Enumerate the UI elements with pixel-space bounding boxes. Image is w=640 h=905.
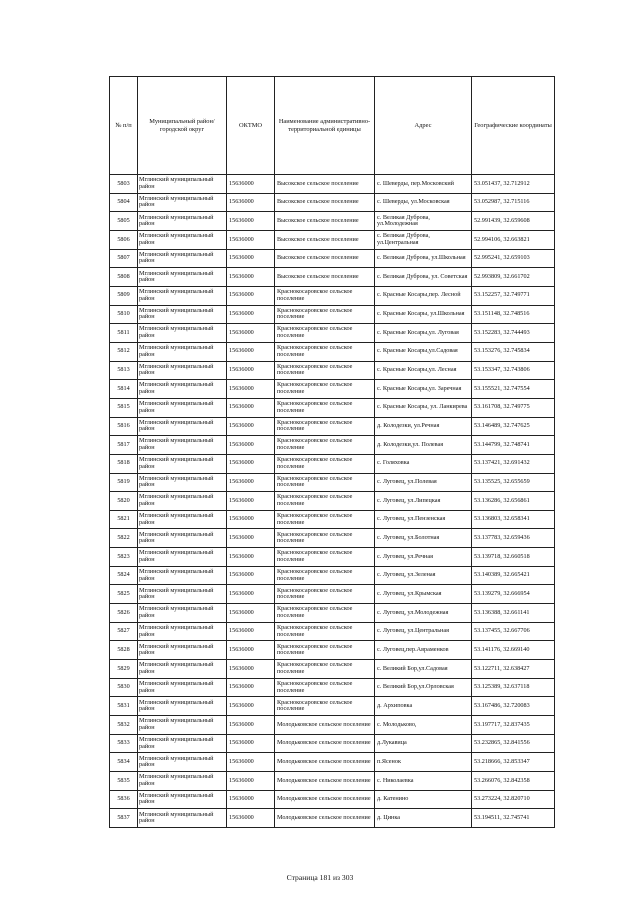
cell-number: 5809 <box>110 286 138 305</box>
cell-oktmo: 15636000 <box>227 641 275 660</box>
cell-coordinates: 53.137421, 32.691432 <box>472 454 555 473</box>
cell-oktmo: 15636000 <box>227 454 275 473</box>
cell-oktmo: 15636000 <box>227 585 275 604</box>
cell-unit-name: Молодьковское сельское поселение <box>275 772 375 791</box>
cell-unit-name: Молодьковское сельское поселение <box>275 734 375 753</box>
cell-unit-name: Краснокосаровское сельское поселение <box>275 286 375 305</box>
cell-number: 5820 <box>110 492 138 511</box>
page-number: Страница 181 из 303 <box>286 873 354 882</box>
cell-oktmo: 15636000 <box>227 305 275 324</box>
table-row <box>110 697 555 716</box>
cell-coordinates: 53.122711, 32.638427 <box>472 660 555 679</box>
cell-address: с. Шеверды, пер.Московский <box>375 175 472 194</box>
cell-municipality: Мглинский муниципальный район <box>138 175 227 194</box>
cell-unit-name: Высокское сельское поселение <box>275 230 375 249</box>
header-unit-name: Наименование административно-территориальной единицы <box>275 77 375 175</box>
cell-coordinates: 53.140389, 32.665421 <box>472 566 555 585</box>
cell-coordinates: 53.266076, 32.842358 <box>472 772 555 791</box>
cell-oktmo: 15636000 <box>227 380 275 399</box>
table-row <box>110 436 555 455</box>
cell-address: д.Лукавица <box>375 734 472 753</box>
cell-coordinates: 53.146489, 32.747625 <box>472 417 555 436</box>
cell-address: с. Луговец, ул.Зеленая <box>375 566 472 585</box>
cell-address: с. Красные Косары, ул. Ланкирева <box>375 398 472 417</box>
cell-number: 5821 <box>110 510 138 529</box>
header-municipality: Муниципальный район/городской округ <box>138 77 227 175</box>
cell-oktmo: 15636000 <box>227 212 275 231</box>
cell-number: 5814 <box>110 380 138 399</box>
cell-unit-name: Краснокосаровское сельское поселение <box>275 585 375 604</box>
cell-municipality: Мглинский муниципальный район <box>138 641 227 660</box>
cell-unit-name: Краснокосаровское сельское поселение <box>275 641 375 660</box>
table-row <box>110 361 555 380</box>
cell-coordinates: 53.153347, 32.743806 <box>472 361 555 380</box>
cell-oktmo: 15636000 <box>227 492 275 511</box>
cell-unit-name: Молодьковское сельское поселение <box>275 716 375 735</box>
table-body <box>110 175 555 828</box>
cell-coordinates: 53.136286, 32.656861 <box>472 492 555 511</box>
cell-address: с. Красные Косары,пер. Лесной <box>375 286 472 305</box>
cell-coordinates: 53.137455, 32.667706 <box>472 622 555 641</box>
table-row <box>110 772 555 791</box>
cell-oktmo: 15636000 <box>227 324 275 343</box>
cell-coordinates: 53.161708, 32.749775 <box>472 398 555 417</box>
cell-municipality: Мглинский муниципальный район <box>138 492 227 511</box>
cell-number: 5829 <box>110 660 138 679</box>
table-row <box>110 305 555 324</box>
cell-municipality: Мглинский муниципальный район <box>138 454 227 473</box>
cell-number: 5823 <box>110 548 138 567</box>
cell-unit-name: Краснокосаровское сельское поселение <box>275 697 375 716</box>
cell-oktmo: 15636000 <box>227 175 275 194</box>
header-num: № п/п <box>110 77 138 175</box>
cell-unit-name: Краснокосаровское сельское поселение <box>275 380 375 399</box>
cell-number: 5813 <box>110 361 138 380</box>
cell-number: 5807 <box>110 249 138 268</box>
cell-number: 5805 <box>110 212 138 231</box>
cell-number: 5806 <box>110 230 138 249</box>
cell-address: с. Молодьково, <box>375 716 472 735</box>
cell-unit-name: Краснокосаровское сельское поселение <box>275 622 375 641</box>
cell-municipality: Мглинский муниципальный район <box>138 678 227 697</box>
cell-address: д. Колодезки, ул.Речная <box>375 417 472 436</box>
table-row <box>110 286 555 305</box>
table-row <box>110 585 555 604</box>
cell-municipality: Мглинский муниципальный район <box>138 193 227 212</box>
cell-unit-name: Высокское сельское поселение <box>275 268 375 287</box>
cell-number: 5815 <box>110 398 138 417</box>
cell-address: с. Великая Дуброва, ул.Центральная <box>375 230 472 249</box>
cell-oktmo: 15636000 <box>227 604 275 623</box>
cell-coordinates: 53.152283, 32.744493 <box>472 324 555 343</box>
table-row <box>110 230 555 249</box>
cell-coordinates: 53.139718, 32.660518 <box>472 548 555 567</box>
cell-municipality: Мглинский муниципальный район <box>138 697 227 716</box>
cell-municipality: Мглинский муниципальный район <box>138 212 227 231</box>
cell-number: 5824 <box>110 566 138 585</box>
header-oktmo: ОКТМО <box>227 77 275 175</box>
cell-number: 5810 <box>110 305 138 324</box>
cell-municipality: Мглинский муниципальный район <box>138 734 227 753</box>
table-row <box>110 753 555 772</box>
cell-unit-name: Краснокосаровское сельское поселение <box>275 361 375 380</box>
cell-municipality: Мглинский муниципальный район <box>138 380 227 399</box>
cell-number: 5825 <box>110 585 138 604</box>
cell-address: д. Колодезки,ул. Полевая <box>375 436 472 455</box>
cell-coordinates: 52.993809, 32.661702 <box>472 268 555 287</box>
cell-oktmo: 15636000 <box>227 734 275 753</box>
cell-address: с. Великая Дуброва, ул.Школьная <box>375 249 472 268</box>
cell-number: 5803 <box>110 175 138 194</box>
cell-number: 5822 <box>110 529 138 548</box>
cell-oktmo: 15636000 <box>227 398 275 417</box>
cell-coordinates: 52.991439, 32.659608 <box>472 212 555 231</box>
cell-municipality: Мглинский муниципальный район <box>138 436 227 455</box>
table-row <box>110 641 555 660</box>
table-row <box>110 193 555 212</box>
cell-municipality: Мглинский муниципальный район <box>138 790 227 809</box>
cell-unit-name: Краснокосаровское сельское поселение <box>275 566 375 585</box>
cell-oktmo: 15636000 <box>227 716 275 735</box>
table-row <box>110 622 555 641</box>
cell-municipality: Мглинский муниципальный район <box>138 622 227 641</box>
cell-address: с. Великая Дуброва, ул.Молодежная <box>375 212 472 231</box>
cell-number: 5834 <box>110 753 138 772</box>
cell-number: 5812 <box>110 342 138 361</box>
header-coords: Географические координаты <box>472 77 555 175</box>
table-row <box>110 454 555 473</box>
cell-unit-name: Высокское сельское поселение <box>275 249 375 268</box>
cell-municipality: Мглинский муниципальный район <box>138 660 227 679</box>
cell-unit-name: Высокское сельское поселение <box>275 212 375 231</box>
cell-oktmo: 15636000 <box>227 230 275 249</box>
cell-oktmo: 15636000 <box>227 622 275 641</box>
cell-coordinates: 53.152257, 32.749771 <box>472 286 555 305</box>
table-row <box>110 716 555 735</box>
registry-table <box>109 76 555 828</box>
cell-municipality: Мглинский муниципальный район <box>138 809 227 828</box>
cell-address: с. Луговец, ул.Болотная <box>375 529 472 548</box>
cell-municipality: Мглинский муниципальный район <box>138 716 227 735</box>
cell-oktmo: 15636000 <box>227 529 275 548</box>
cell-oktmo: 15636000 <box>227 361 275 380</box>
table-row <box>110 678 555 697</box>
table-row <box>110 380 555 399</box>
cell-oktmo: 15636000 <box>227 249 275 268</box>
cell-unit-name: Молодьковское сельское поселение <box>275 753 375 772</box>
cell-coordinates: 52.995241, 32.659103 <box>472 249 555 268</box>
table-row <box>110 212 555 231</box>
cell-municipality: Мглинский муниципальный район <box>138 753 227 772</box>
cell-unit-name: Краснокосаровское сельское поселение <box>275 548 375 567</box>
table-row <box>110 417 555 436</box>
cell-coordinates: 53.051437, 32.712912 <box>472 175 555 194</box>
table-row <box>110 604 555 623</box>
cell-unit-name: Высокское сельское поселение <box>275 193 375 212</box>
cell-municipality: Мглинский муниципальный район <box>138 305 227 324</box>
cell-number: 5808 <box>110 268 138 287</box>
cell-number: 5826 <box>110 604 138 623</box>
cell-address: с. Красные Косары, ул.Школьная <box>375 305 472 324</box>
cell-unit-name: Краснокосаровское сельское поселение <box>275 678 375 697</box>
cell-address: с. Луговец, ул.Молодежная <box>375 604 472 623</box>
table-row <box>110 324 555 343</box>
table-row <box>110 660 555 679</box>
cell-address: с. Николаевка <box>375 772 472 791</box>
cell-oktmo: 15636000 <box>227 510 275 529</box>
cell-municipality: Мглинский муниципальный район <box>138 342 227 361</box>
table-row <box>110 734 555 753</box>
cell-number: 5831 <box>110 697 138 716</box>
cell-unit-name: Краснокосаровское сельское поселение <box>275 305 375 324</box>
cell-unit-name: Краснокосаровское сельское поселение <box>275 436 375 455</box>
cell-municipality: Мглинский муниципальный район <box>138 585 227 604</box>
cell-municipality: Мглинский муниципальный район <box>138 417 227 436</box>
cell-municipality: Мглинский муниципальный район <box>138 604 227 623</box>
cell-address: с. Великая Дуброва, ул. Советская <box>375 268 472 287</box>
cell-address: с. Луговец,пер.Авраменков <box>375 641 472 660</box>
cell-oktmo: 15636000 <box>227 790 275 809</box>
cell-address: с. Красные Косары,ул. Лесная <box>375 361 472 380</box>
cell-address: с. Красные Косары,ул. Заречная <box>375 380 472 399</box>
cell-oktmo: 15636000 <box>227 286 275 305</box>
cell-address: п.Ясенок <box>375 753 472 772</box>
cell-coordinates: 53.136803, 32.658341 <box>472 510 555 529</box>
cell-coordinates: 53.141176, 32.669140 <box>472 641 555 660</box>
cell-address: с. Шеверды, ул.Московская <box>375 193 472 212</box>
cell-unit-name: Краснокосаровское сельское поселение <box>275 604 375 623</box>
cell-address: с. Луговец, ул.Крымская <box>375 585 472 604</box>
cell-municipality: Мглинский муниципальный район <box>138 529 227 548</box>
cell-unit-name: Краснокосаровское сельское поселение <box>275 510 375 529</box>
cell-address: с. Красные Косары,ул.Садовая <box>375 342 472 361</box>
header-row <box>110 77 555 175</box>
table-row <box>110 809 555 828</box>
cell-coordinates: 53.167486, 32.720083 <box>472 697 555 716</box>
cell-address: с. Луговец, ул.Пензенская <box>375 510 472 529</box>
cell-number: 5828 <box>110 641 138 660</box>
cell-municipality: Мглинский муниципальный район <box>138 566 227 585</box>
cell-unit-name: Краснокосаровское сельское поселение <box>275 342 375 361</box>
cell-municipality: Мглинский муниципальный район <box>138 361 227 380</box>
cell-address: с. Луговец, ул.Липецкая <box>375 492 472 511</box>
cell-number: 5816 <box>110 417 138 436</box>
cell-number: 5833 <box>110 734 138 753</box>
cell-address: д. Архиповка <box>375 697 472 716</box>
cell-unit-name: Краснокосаровское сельское поселение <box>275 529 375 548</box>
cell-number: 5827 <box>110 622 138 641</box>
cell-municipality: Мглинский муниципальный район <box>138 230 227 249</box>
cell-unit-name: Молодьковское сельское поселение <box>275 809 375 828</box>
cell-number: 5817 <box>110 436 138 455</box>
cell-unit-name: Краснокосаровское сельское поселение <box>275 660 375 679</box>
table-row <box>110 510 555 529</box>
cell-municipality: Мглинский муниципальный район <box>138 249 227 268</box>
cell-coordinates: 53.218666, 32.853347 <box>472 753 555 772</box>
cell-coordinates: 53.137783, 32.659436 <box>472 529 555 548</box>
cell-coordinates: 53.155521, 32.747554 <box>472 380 555 399</box>
cell-oktmo: 15636000 <box>227 436 275 455</box>
cell-coordinates: 53.153276, 32.745834 <box>472 342 555 361</box>
table-row <box>110 398 555 417</box>
cell-address: с. Луговец, ул.Полевая <box>375 473 472 492</box>
cell-coordinates: 53.273224, 32.820710 <box>472 790 555 809</box>
cell-oktmo: 15636000 <box>227 660 275 679</box>
cell-coordinates: 53.052987, 32.715116 <box>472 193 555 212</box>
cell-oktmo: 15636000 <box>227 697 275 716</box>
table-row <box>110 175 555 194</box>
table-row <box>110 249 555 268</box>
cell-oktmo: 15636000 <box>227 268 275 287</box>
table-row <box>110 566 555 585</box>
cell-unit-name: Краснокосаровское сельское поселение <box>275 398 375 417</box>
table-row <box>110 342 555 361</box>
cell-address: с. Луговец, ул.Речная <box>375 548 472 567</box>
table-row <box>110 548 555 567</box>
cell-number: 5819 <box>110 473 138 492</box>
cell-number: 5837 <box>110 809 138 828</box>
cell-address: с. Красные Косары,ул. Луговая <box>375 324 472 343</box>
cell-coordinates: 52.994106, 32.663821 <box>472 230 555 249</box>
table-row <box>110 268 555 287</box>
cell-address: д. Катенино <box>375 790 472 809</box>
cell-unit-name: Краснокосаровское сельское поселение <box>275 417 375 436</box>
cell-number: 5804 <box>110 193 138 212</box>
cell-municipality: Мглинский муниципальный район <box>138 286 227 305</box>
cell-address: д. Цинка <box>375 809 472 828</box>
cell-number: 5835 <box>110 772 138 791</box>
cell-coordinates: 53.232865, 32.841556 <box>472 734 555 753</box>
cell-address: с. Луговец, ул.Центральная <box>375 622 472 641</box>
cell-address: с. Голяховка <box>375 454 472 473</box>
table-row <box>110 790 555 809</box>
cell-municipality: Мглинский муниципальный район <box>138 324 227 343</box>
cell-unit-name: Краснокосаровское сельское поселение <box>275 324 375 343</box>
cell-municipality: Мглинский муниципальный район <box>138 398 227 417</box>
cell-unit-name: Краснокосаровское сельское поселение <box>275 473 375 492</box>
cell-number: 5836 <box>110 790 138 809</box>
cell-oktmo: 15636000 <box>227 566 275 585</box>
cell-coordinates: 53.125389, 32.637118 <box>472 678 555 697</box>
cell-coordinates: 53.151148, 32.748516 <box>472 305 555 324</box>
table-header <box>110 77 555 175</box>
cell-number: 5830 <box>110 678 138 697</box>
cell-coordinates: 53.197717, 32.837435 <box>472 716 555 735</box>
cell-number: 5811 <box>110 324 138 343</box>
cell-coordinates: 53.139279, 32.666954 <box>472 585 555 604</box>
table-row <box>110 492 555 511</box>
cell-number: 5818 <box>110 454 138 473</box>
table-row <box>110 473 555 492</box>
header-address: Адрес <box>375 77 472 175</box>
cell-oktmo: 15636000 <box>227 809 275 828</box>
cell-unit-name: Краснокосаровское сельское поселение <box>275 454 375 473</box>
cell-municipality: Мглинский муниципальный район <box>138 510 227 529</box>
cell-coordinates: 53.144799, 32.748741 <box>472 436 555 455</box>
cell-oktmo: 15636000 <box>227 342 275 361</box>
cell-municipality: Мглинский муниципальный район <box>138 473 227 492</box>
cell-address: с. Великий Бор,ул.Садовая <box>375 660 472 679</box>
table-row <box>110 529 555 548</box>
cell-oktmo: 15636000 <box>227 548 275 567</box>
cell-oktmo: 15636000 <box>227 772 275 791</box>
cell-unit-name: Молодьковское сельское поселение <box>275 790 375 809</box>
cell-municipality: Мглинский муниципальный район <box>138 548 227 567</box>
cell-oktmo: 15636000 <box>227 753 275 772</box>
cell-municipality: Мглинский муниципальный район <box>138 772 227 791</box>
cell-coordinates: 53.135525, 32.655659 <box>472 473 555 492</box>
cell-address: с. Великий Бор,ул.Орловская <box>375 678 472 697</box>
cell-coordinates: 53.136388, 32.661141 <box>472 604 555 623</box>
cell-number: 5832 <box>110 716 138 735</box>
cell-coordinates: 53.194511, 32.745741 <box>472 809 555 828</box>
cell-unit-name: Высокское сельское поселение <box>275 175 375 194</box>
cell-oktmo: 15636000 <box>227 678 275 697</box>
cell-oktmo: 15636000 <box>227 473 275 492</box>
cell-unit-name: Краснокосаровское сельское поселение <box>275 492 375 511</box>
cell-oktmo: 15636000 <box>227 417 275 436</box>
cell-municipality: Мглинский муниципальный район <box>138 268 227 287</box>
cell-oktmo: 15636000 <box>227 193 275 212</box>
